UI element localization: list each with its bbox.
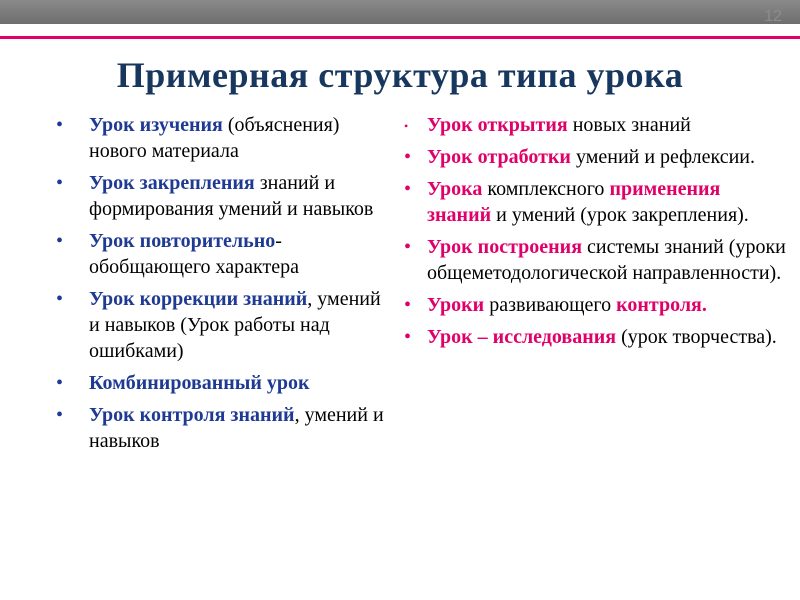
- list-item: [56, 286, 396, 364]
- item-text: комплексного: [482, 178, 610, 200]
- list-item: [404, 112, 789, 138]
- header-stripe: [0, 24, 800, 36]
- item-highlight: Урок контроля знаний: [89, 404, 295, 426]
- bullet-icon: •: [56, 172, 64, 194]
- item-highlight: Урок коррекции знаний: [89, 288, 308, 310]
- list-item: [404, 234, 789, 286]
- right-lesson-list: [404, 112, 789, 356]
- item-highlight: Урок закрепления: [89, 172, 255, 194]
- item-highlight: Урок повторительно: [89, 230, 276, 252]
- item-text: и умений (урок закрепления).: [491, 204, 749, 226]
- bullet-icon: •: [56, 114, 64, 136]
- item-text: знаний и формирования умений и навыков: [89, 172, 374, 220]
- item-highlight: Комбинированный урок: [89, 372, 310, 394]
- bullet-icon: •: [56, 372, 64, 394]
- item-highlight: Уроки: [427, 294, 485, 316]
- bullet-icon: •: [404, 236, 412, 258]
- left-lesson-list: [56, 112, 396, 460]
- slide-title: Примерная структура типа урока: [116, 55, 684, 95]
- item-text: развивающего: [484, 294, 617, 316]
- bullet-icon: •: [56, 288, 64, 310]
- list-item: [56, 370, 396, 396]
- list-item: [404, 324, 789, 350]
- item-highlight: Урок изучения: [89, 114, 223, 136]
- item-highlight: Урока: [427, 178, 483, 200]
- list-item: [404, 144, 789, 170]
- item-highlight: Урок – исследования: [427, 326, 617, 348]
- item-text: , умений и навыков (Урок работы над ошибками): [89, 288, 381, 362]
- bullet-icon: •: [56, 230, 64, 252]
- item-text: -обобщающего характера: [89, 230, 299, 278]
- page-number: 12: [764, 8, 782, 25]
- bullet-icon: •: [404, 119, 409, 133]
- list-item: [404, 176, 789, 228]
- list-item: [56, 170, 396, 222]
- header-accent-line: [0, 36, 800, 39]
- list-item: [56, 112, 396, 164]
- item-highlight: применения знаний: [427, 178, 721, 226]
- bullet-icon: •: [404, 178, 412, 200]
- list-item: [56, 228, 396, 280]
- item-text: , умений и навыков: [89, 404, 384, 452]
- header-bar: [0, 0, 800, 24]
- bullet-icon: •: [404, 146, 412, 168]
- bullet-icon: •: [404, 326, 412, 348]
- item-text: системы знаний (уроки общеметодологической направленности).: [427, 236, 786, 284]
- bullet-icon: •: [404, 294, 412, 316]
- item-text: (объяснения) нового материала: [89, 114, 340, 162]
- item-highlight: Урок открытия: [427, 114, 568, 136]
- item-highlight: контроля.: [616, 294, 707, 316]
- item-highlight: Урок построения: [427, 236, 583, 258]
- item-text: (урок творчества).: [616, 326, 777, 348]
- list-item: [56, 402, 396, 454]
- list-item: [404, 292, 789, 318]
- item-text: умений и рефлексии.: [570, 146, 755, 168]
- item-text: новых знаний: [567, 114, 691, 136]
- bullet-icon: •: [56, 404, 64, 426]
- item-highlight: Урок отработки: [427, 146, 571, 168]
